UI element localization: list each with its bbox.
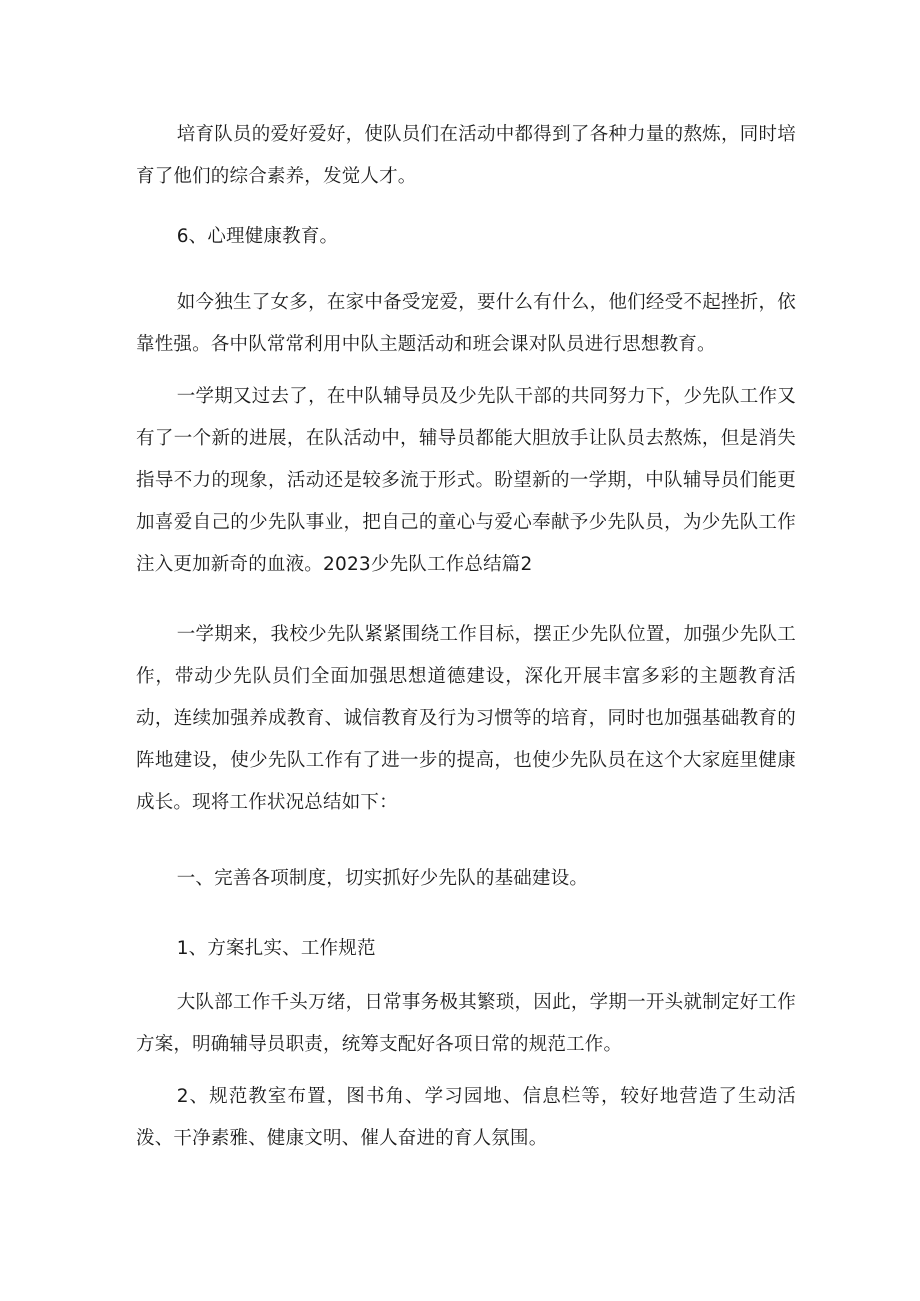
paragraph-semester-review: 一学期又过去了，在中队辅导员及少先队干部的共同努力下，少先队工作又有了一个新的进展，在队活动中，辅导员都能大胆放手让队员去熬炼，但是消失指导不力的现象，活动还是较多流于形式。盼望新的一学期，中队辅导员们能更加喜爱自己的少先队事业，把自己的童心与爱心奉献予少先队员，为少先队工作注入更加新奇的血液。2023少先队工作总结篇2: [136, 386, 796, 575]
paragraph-semester-intro: 一学期来，我校少先队紧紧围绕工作目标，摆正少先队位置，加强少先队工作，带动少先队员们全面加强思想道德建设，深化开展丰富多彩的主题教育活动，连续加强养成教育、诚信教育及行为习惯等的培育，同时也加强基础教育的阵地建设，使少先队工作有了进一步的提高，也使少先队员在这个大家庭里健康成长。现将工作状况总结如下：: [136, 624, 796, 813]
heading-solid-plan: 1、方案扎实、工作规范: [176, 938, 376, 959]
paragraph-brigade-work: 大队部工作千头万绪，日常事务极其繁琐，因此，学期一开头就制定好工作方案，明确辅导员职责，统筹支配好各项日常的规范工作。: [136, 992, 796, 1055]
heading-mental-health: 6、心理健康教育。: [176, 226, 339, 247]
paragraph-interest-cultivation: 培育队员的爱好爱好，使队员们在活动中都得到了各种力量的熬炼，同时培育了他们的综合素养，发觉人才。: [136, 124, 796, 187]
paragraph-only-children: 如今独生了女多，在家中备受宠爱，要什么有什么，他们经受不起挫折，依靠性强。各中队常常利用中队主题活动和班会课对队员进行思想教育。: [136, 292, 796, 355]
heading-improve-systems: 一、完善各项制度，切实抓好少先队的基础建设。: [176, 868, 589, 889]
paragraph-classroom-layout: 2、规范教室布置，图书角、学习园地、信息栏等，较好地营造了生动活泼、干净素雅、健康文明、催人奋进的育人氛围。: [136, 1086, 796, 1149]
